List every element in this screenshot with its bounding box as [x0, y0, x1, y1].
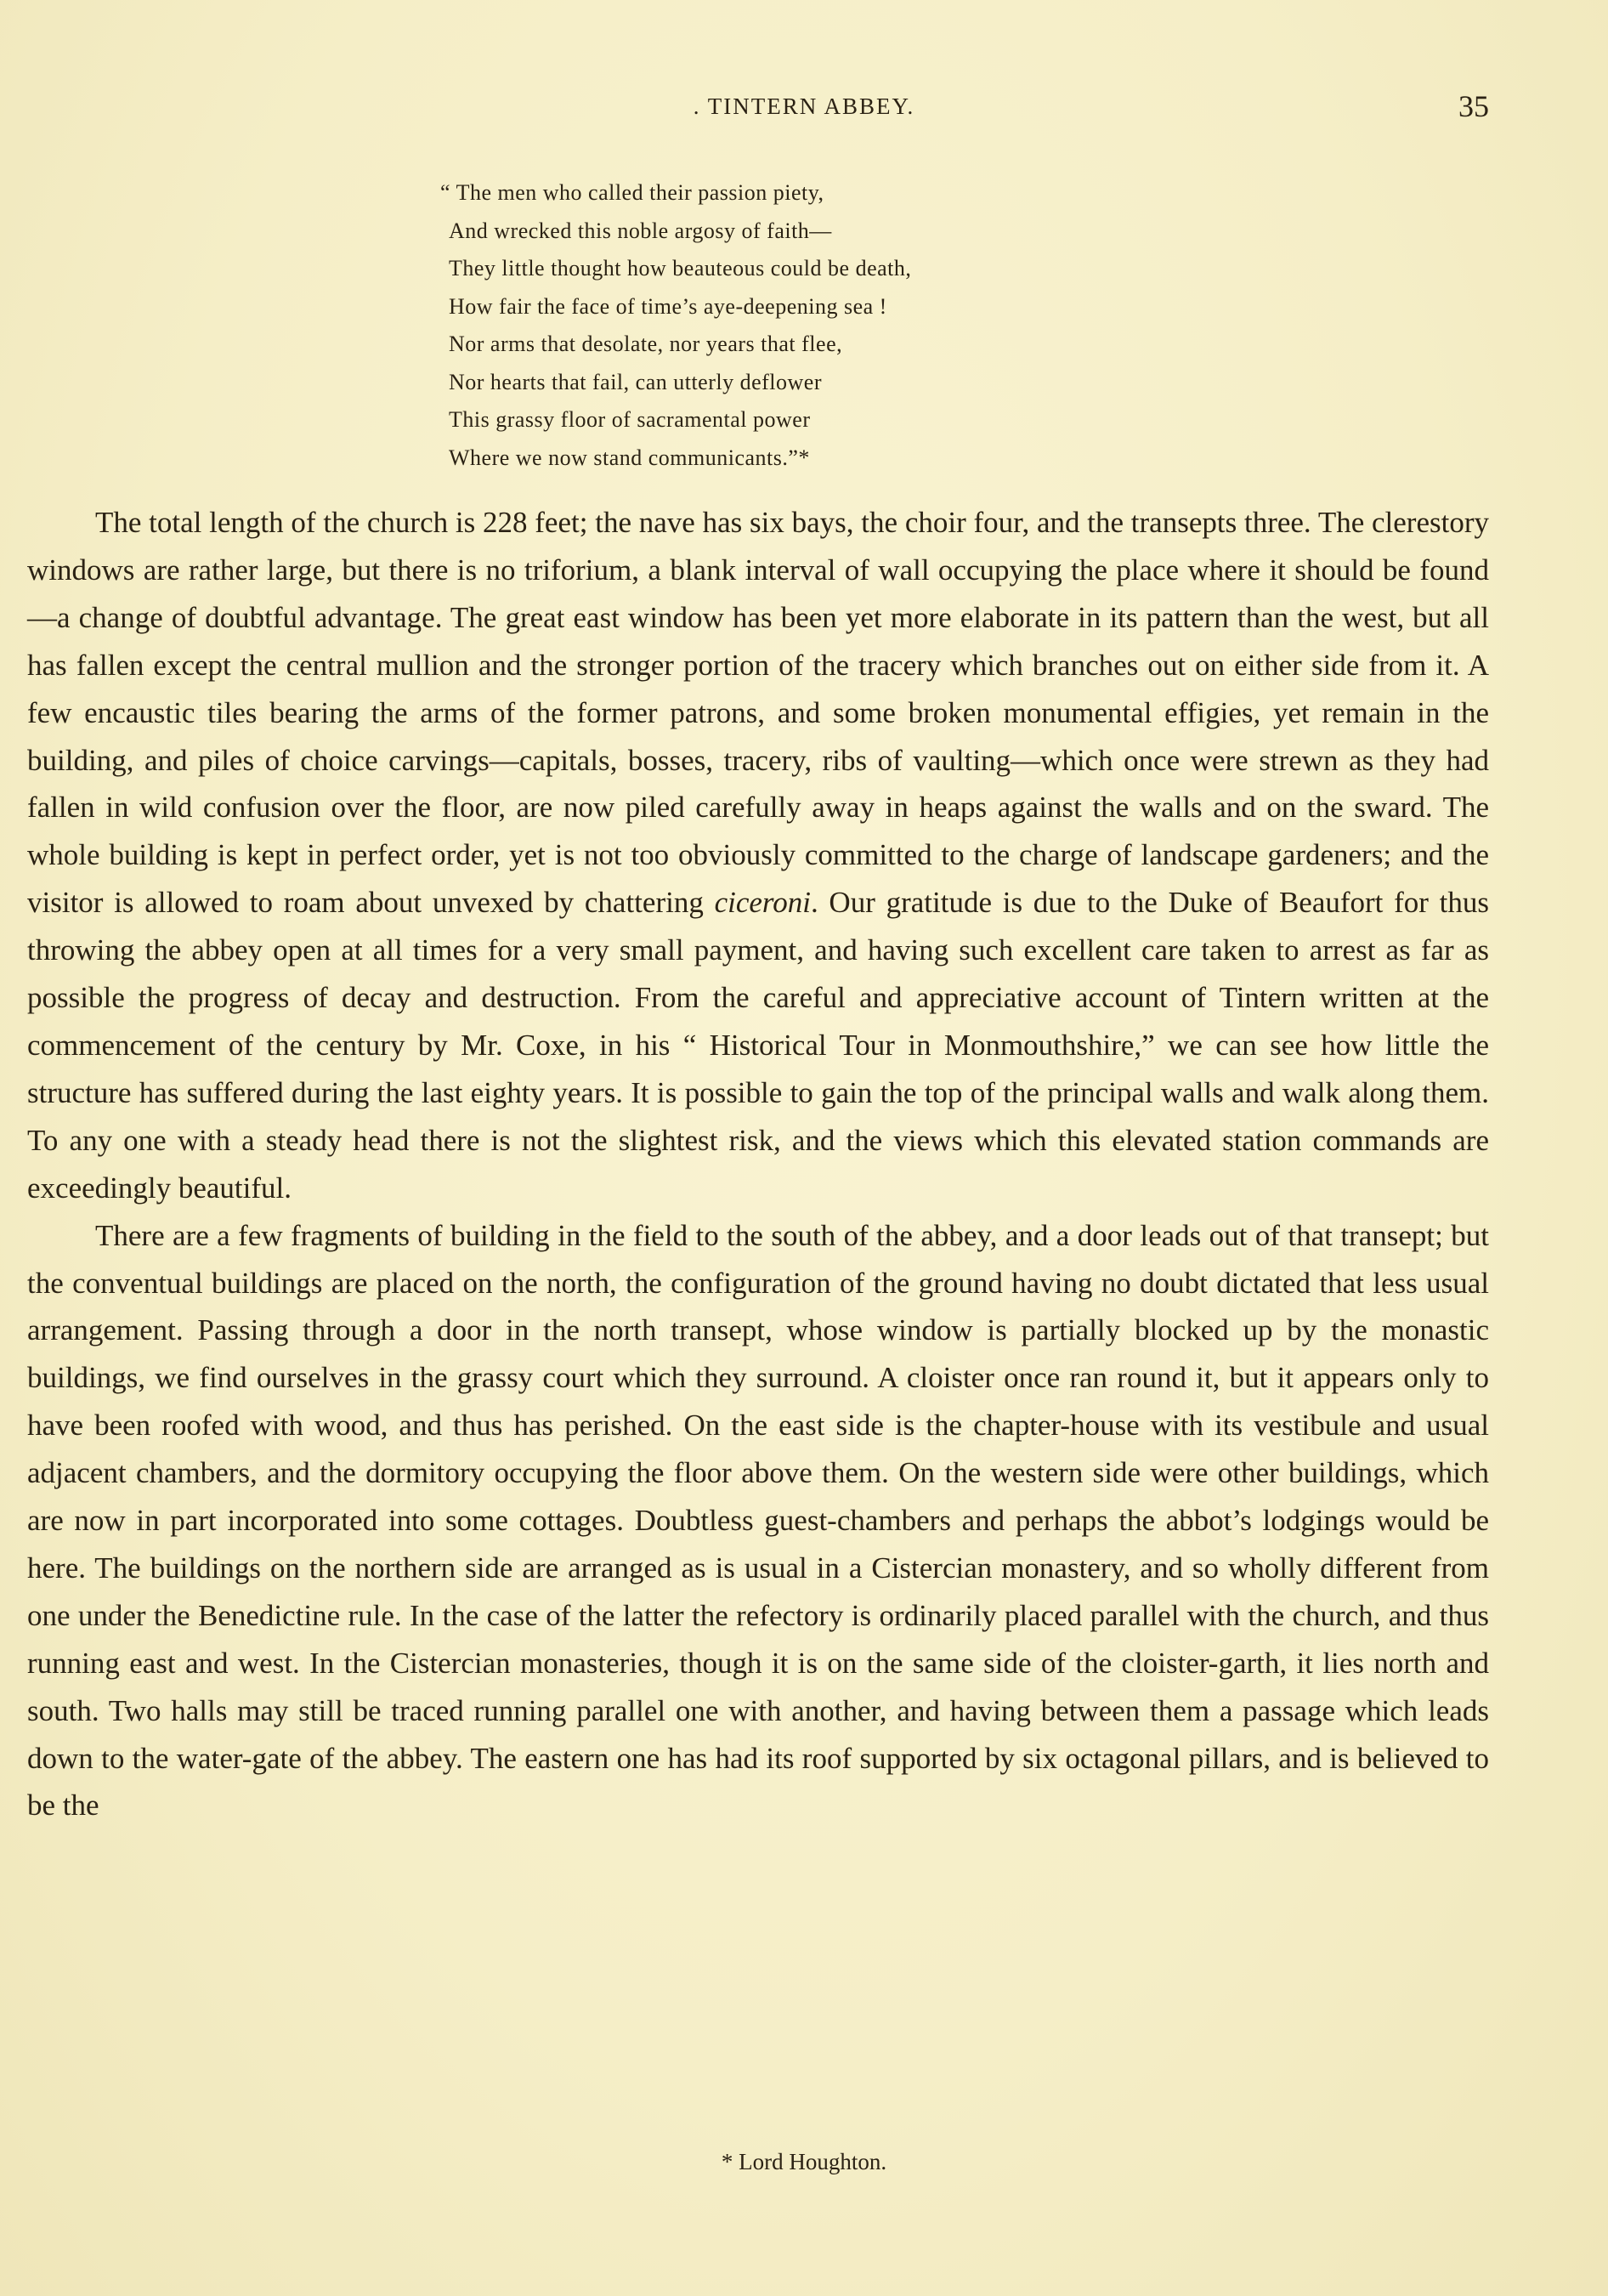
poem-line: “ The men who called their passion piety,	[440, 180, 824, 205]
poem-line: How fair the face of time’s aye-deepening sea !	[449, 293, 887, 319]
italic-term: ciceroni	[714, 886, 811, 920]
poem-line: And wrecked this noble argosy of faith—	[449, 218, 832, 243]
poem-line: Nor hearts that fail, can utterly deflower	[449, 369, 822, 394]
footnote: * Lord Houghton.	[721, 2149, 887, 2174]
poem-line: They little thought how beauteous could be death,	[449, 256, 912, 281]
poem-quotation	[440, 174, 1214, 477]
body-paragraph: There are a few fragments of building in the field to the south of the abbey, and a door leads out of that transept; but the conventual buildings are placed on the north, the configuration of the ground having no doubt dictated that less usual arrangement. Passing through a door in the north transept, whose window is partially blocked up by the monastic buildings, we find ourselves in the grassy court which they surround. A cloister once ran round it, but it appears only to have been roofed with wood, and thus has perished. On the east side is the chapter-house with its vestibule and usual adjacent chambers, and the dormitory occupying the floor above them. On the western side were other buildings, which are now in part incorporated into some cottages. Doubtless guest-chambers and perhaps the abbot’s lodgings would be here. The buildings on the northern side are arranged as is usual in a Cistercian monastery, and so wholly different from one under the Benedictine rule. In the case of the latter the refectory is ordinarily placed parallel with the church, and thus running east and west. In the Cistercian monasteries, though it is on the same side of the cloister-garth, it lies north and south. Two halls may still be traced running parallel one with another, and having between them a passage which leads down to the water-gate of the abbey. The eastern one has had its roof supported by six octagonal pillars, and is believed to be the	[27, 1218, 1489, 1823]
poem-line: Nor arms that desolate, nor years that flee,	[449, 332, 843, 356]
running-title: . TINTERN ABBEY.	[693, 94, 915, 119]
poem-line: This grassy floor of sacramental power	[449, 407, 811, 432]
running-head	[0, 88, 1608, 122]
poem-line: Where we now stand communicants.”*	[449, 445, 810, 470]
page-number: 35	[1458, 89, 1489, 123]
body-text	[27, 499, 1489, 1829]
body-paragraph: The total length of the church is 228 feet; the nave has six bays, the choir four, and the transepts three. The clerestory windows are rather large, but there is no triforium, a blank interval of wall occupying the place where it should be found—a change of doubtful advantage. The great east window has been yet more elaborate in its pattern than the west, but all has fallen except the central mullion and the stronger portion of the tracery which branches out on either side from it. A few encaustic tiles bearing the arms of the former patrons, and some broken monumental effigies, yet remain in the building, and piles of choice carvings—capitals, bosses, tracery, ribs of vaulting—which once were strewn as they had fallen in wild confusion over the floor, are now piled carefully away in heaps against the walls and on the sward. The whole building is kept in perfect order, yet is not too obviously committed to the charge of landscape gardeners; and the visitor is allowed to roam about unvexed by chattering ciceroni. Our gratitude is due to the Duke of Beaufort for thus throwing the abbey open at all times for a very small payment, and having such excellent care taken to arrest as far as possible the progress of decay and destruction. From the careful and appreciative account of Tintern written at the commencement of the century by Mr. Coxe, in his “ Historical Tour in Monmouthshire,” we can see how little the structure has suffered during the last eighty years. It is possible to gain the top of the principal walls and walk along them. To any one with a steady head there is not the slightest risk, and the views which this elevated station commands are exceedingly beautiful.	[27, 506, 1490, 1205]
